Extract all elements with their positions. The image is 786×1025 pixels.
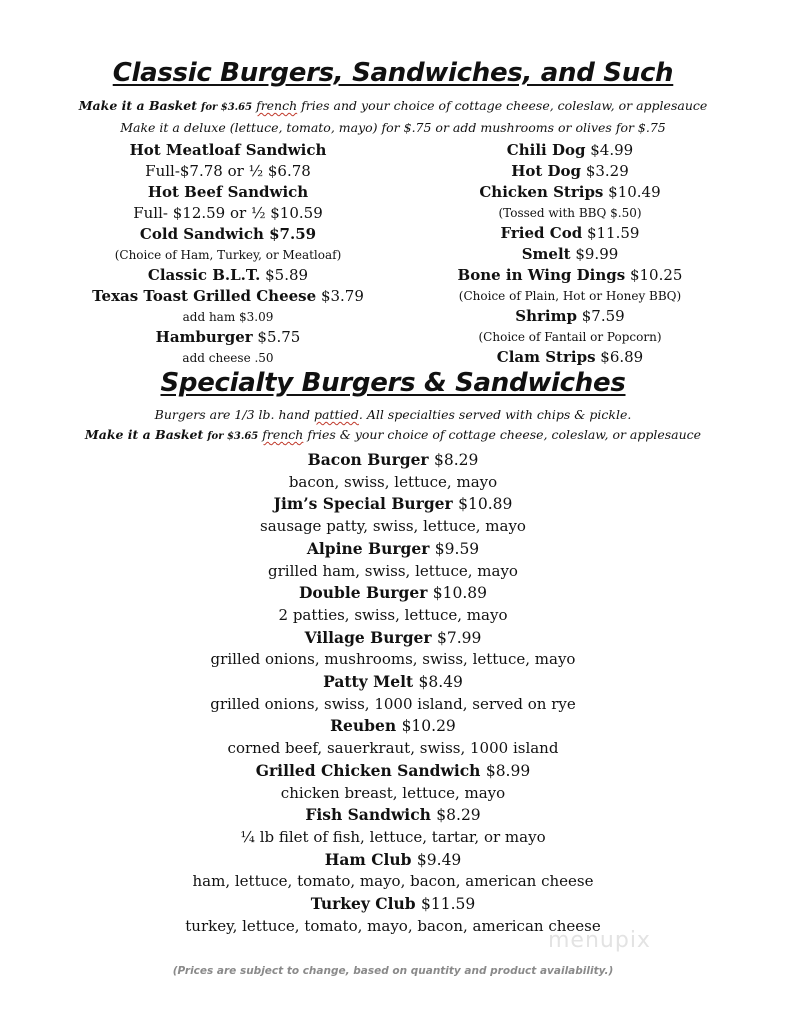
menu-item-price: $4.99 [585,141,634,159]
deluxe-note [0,118,786,138]
menu-item-detail: add ham $3.09 [182,310,274,324]
menu-item-name: Chicken Strips [479,183,604,201]
menu-item [78,140,378,161]
basket-rest: fries and your choice of cottage cheese, coleslaw, or applesauce [301,98,708,113]
specialty-item-name: Fish Sandwich $8.29 [305,805,481,825]
menu-item [78,286,378,307]
deluxe-text: Make it a deluxe (lettuce, tomato, mayo) for $.75 or add mushrooms or olives for $.75 [120,120,666,135]
menu-item [78,182,378,203]
basket2-price: for $3.65 [207,431,259,442]
specialty-item-price: $9.59 [434,539,480,558]
menu-item-price: $5.75 [252,328,301,346]
menu-item [420,265,720,286]
menu-item [78,265,378,286]
specialty-list [0,449,786,937]
price-disclaimer: (Prices are subject to change, based on quantity and product availability.) [172,965,614,977]
menu-item-name: Chili Dog [506,141,586,159]
menu-item-detail: (Choice of Plain, Hot or Honey BBQ) [458,289,682,303]
section-title-classic: Classic Burgers, Sandwiches, and Such [112,58,674,88]
specialty-item-desc: ham, lettuce, tomato, mayo, bacon, american cheese [192,872,594,891]
menu-item-detail: Full- $12.59 or ½ $10.59 [133,204,323,222]
specialty-item-price: $10.89 [432,584,488,603]
menu-item-detail: (Tossed with BBQ $.50) [498,206,642,220]
menu-item [420,223,720,244]
specialty-item-name: Jim’s Special Burger $10.89 [273,494,513,514]
specialty-item-desc: turkey, lettuce, tomato, mayo, bacon, american cheese [185,916,601,935]
basket2-lead: Make it a Basket [84,427,204,442]
section-title-specialty: Specialty Burgers & Sandwiches [160,368,626,398]
specialty-item-desc: sausage patty, swiss, lettuce, mayo [260,517,526,536]
specialty-item-name: Reuben $10.29 [330,716,456,736]
specialty-item-desc: 2 patties, swiss, lettuce, mayo [278,605,508,624]
menu-item-name: Hamburger [155,328,253,346]
menu-item [420,347,720,368]
specialty-item-desc: grilled onions, swiss, 1000 island, served on rye [210,694,576,713]
specialty-item-price: $8.29 [434,451,479,469]
menu-item-detail: (Choice of Ham, Turkey, or Meatloaf) [114,248,342,262]
specialty-item-desc: grilled ham, swiss, lettuce, mayo [268,561,518,580]
specialty-item-desc: corned beef, sauerkraut, swiss, 1000 island [227,739,559,758]
specialty-item-name: Grilled Chicken Sandwich $8.99 [255,760,531,780]
menu-item [420,161,720,182]
specialty-item-price: $9.49 [416,850,462,869]
basket-note-2 [0,425,786,447]
menu-item-price: $3.29 [581,162,629,180]
specialty-item-name: Double Burger $10.89 [298,583,488,603]
basket-price: for $3.65 [201,102,253,113]
specialty-item-price: $7.99 [436,628,482,647]
burger-note [0,405,786,425]
menu-item-price: $7.59 [576,307,625,325]
menu-item [420,182,720,203]
specialty-item-desc: chicken breast, lettuce, mayo [280,783,506,802]
classic-right-column [420,140,720,368]
menu-item-price: $3.79 [316,287,364,305]
burger-note-a: Burgers are 1/3 lb. hand [154,407,314,422]
specialty-item-price: $8.29 [436,806,481,825]
menu-item-detail: (Choice of Fantail or Popcorn) [478,330,662,344]
specialty-notes [0,405,786,447]
burger-note-wavy: pattied [313,407,359,422]
menu-item [420,140,720,161]
specialty-item-price: $10.29 [401,717,456,736]
menu-item-detail: add cheese .50 [182,351,274,365]
burger-note-b: . All specialties served with chips & pickle. [358,407,632,422]
specialty-item-price: $8.49 [418,673,463,692]
menu-item [420,244,720,265]
basket-french: french [256,98,298,113]
menu-item-price: $10.49 [603,183,661,201]
basket2-french: french [262,427,304,442]
specialty-item-desc: bacon, swiss, lettuce, mayo [288,472,498,491]
menu-item-name: Hot Meatloaf Sandwich [129,141,327,159]
specialty-item-name: Bacon Burger $8.29 [307,450,479,469]
basket2-rest: fries & your choice of cottage cheese, coleslaw, or applesauce [307,427,702,442]
specialty-item-price: $10.89 [458,495,513,514]
menu-item-price: $10.25 [625,266,683,284]
specialty-item-name: Village Burger $7.99 [304,627,482,647]
menu-item-name: Bone in Wing Dings [457,266,626,284]
menu-item-name: Clam Strips [496,348,596,366]
menu-item-name: Classic B.L.T. [147,266,261,284]
menu-item-name: Hot Dog [511,162,582,180]
basket-lead: Make it a Basket [78,98,198,113]
menu-item-name: Texas Toast Grilled Cheese [92,287,317,305]
specialty-item-price: $8.99 [485,761,531,780]
specialty-item-desc: grilled onions, mushrooms, swiss, lettuce, mayo [210,650,576,669]
specialty-item-name: Patty Melt $8.49 [323,672,463,692]
menu-item-name: Shrimp [515,307,577,325]
menu-item-price: $6.89 [595,348,644,366]
menupix-watermark: menupix [548,928,651,953]
specialty-item-price: $11.59 [421,895,476,914]
menu-item-name: Fried Cod [500,224,583,242]
basket-note [0,96,786,118]
menu-item-price: $11.59 [582,224,640,242]
menu-item [420,306,720,327]
classic-left-column [78,140,378,368]
menu-item-name: Hot Beef Sandwich [147,183,309,201]
menu-item-detail: Full-$7.78 or ½ $6.78 [145,162,311,180]
specialty-item-name: Ham Club $9.49 [324,849,462,869]
menu-item-name: Smelt [521,245,571,263]
menu-item [78,327,378,348]
classic-notes [0,96,786,138]
menu-item [78,224,378,245]
menu-item-name: Cold Sandwich $7.59 [139,225,317,243]
specialty-item-desc: ¼ lb filet of fish, lettuce, tartar, or mayo [240,827,546,846]
menu-item-price: $9.99 [570,245,619,263]
specialty-item-name: Turkey Club $11.59 [310,894,476,914]
specialty-item-name: Alpine Burger $9.59 [306,538,480,558]
menu-item-price: $5.89 [260,266,309,284]
